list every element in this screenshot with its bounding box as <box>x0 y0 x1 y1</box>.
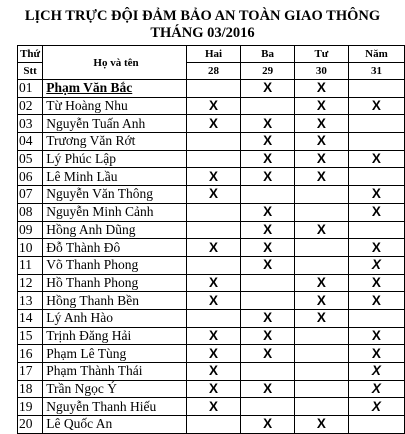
duty-mark: X <box>241 221 295 239</box>
duty-mark: X <box>186 274 240 292</box>
duty-mark: X <box>294 97 348 115</box>
duty-mark <box>294 345 348 363</box>
row-number: 08 <box>18 203 43 221</box>
weekday-header: Tư <box>294 46 348 63</box>
table-row <box>18 168 405 186</box>
member-name: Lý Phúc Lập <box>43 150 187 168</box>
duty-mark <box>294 327 348 345</box>
member-name: Lê Quốc An <box>43 416 187 434</box>
duty-mark: X <box>241 150 295 168</box>
duty-mark: X <box>241 327 295 345</box>
member-name: Đỗ Thành Đô <box>43 239 187 257</box>
row-number: 01 <box>18 80 43 98</box>
duty-mark: X <box>294 133 348 151</box>
member-name: Từ Hoàng Nhu <box>43 97 187 115</box>
duty-mark: X <box>241 115 295 133</box>
duty-mark <box>294 256 348 274</box>
duty-mark <box>186 416 240 434</box>
member-name: Lê Minh Lầu <box>43 168 187 186</box>
member-name: Nguyễn Tuấn Anh <box>43 115 187 133</box>
duty-mark: X <box>241 256 295 274</box>
member-name: Trương Văn Rớt <box>43 133 187 151</box>
date-header: 28 <box>186 63 240 80</box>
member-name: Hồ Thanh Phong <box>43 274 187 292</box>
duty-mark: X <box>241 380 295 398</box>
duty-mark <box>241 97 295 115</box>
duty-mark: X <box>294 150 348 168</box>
member-name: Nguyễn Minh Cảnh <box>43 203 187 221</box>
table-row <box>18 327 405 345</box>
weekday-header: Ba <box>241 46 295 63</box>
member-name: Võ Thanh Phong <box>43 256 187 274</box>
duty-mark <box>294 363 348 381</box>
table-row <box>18 398 405 416</box>
member-name: Phạm Thành Thái <box>43 363 187 381</box>
duty-mark: X <box>348 186 404 204</box>
duty-mark <box>294 398 348 416</box>
name-header: Họ và tên <box>43 46 187 80</box>
row-number: 12 <box>18 274 43 292</box>
table-row <box>18 133 405 151</box>
duty-mark: X <box>348 256 404 274</box>
duty-mark <box>294 203 348 221</box>
duty-mark <box>186 133 240 151</box>
duty-mark: X <box>348 150 404 168</box>
date-header: 31 <box>348 63 404 80</box>
stt-header-top: Thứ <box>18 46 43 63</box>
duty-mark: X <box>348 97 404 115</box>
table-row <box>18 203 405 221</box>
duty-mark <box>186 150 240 168</box>
duty-mark <box>241 292 295 310</box>
weekday-header: Năm <box>348 46 404 63</box>
duty-mark <box>348 80 404 98</box>
duty-mark: X <box>241 168 295 186</box>
duty-mark: X <box>348 398 404 416</box>
duty-mark <box>348 115 404 133</box>
duty-mark: X <box>348 292 404 310</box>
duty-mark: X <box>241 416 295 434</box>
row-number: 07 <box>18 186 43 204</box>
duty-mark: X <box>294 274 348 292</box>
weekday-header: Hai <box>186 46 240 63</box>
duty-mark: X <box>241 203 295 221</box>
duty-mark: X <box>186 363 240 381</box>
duty-mark: X <box>241 345 295 363</box>
member-name: Nguyễn Văn Thông <box>43 186 187 204</box>
duty-mark: X <box>241 309 295 327</box>
table-row <box>18 363 405 381</box>
duty-mark <box>348 309 404 327</box>
row-number: 17 <box>18 363 43 381</box>
table-row <box>18 97 405 115</box>
duty-mark <box>186 256 240 274</box>
duty-mark: X <box>294 292 348 310</box>
duty-mark: X <box>348 239 404 257</box>
table-row <box>18 345 405 363</box>
table-row <box>18 150 405 168</box>
duty-mark <box>294 239 348 257</box>
member-name: Trần Ngọc Ý <box>43 380 187 398</box>
date-header: 30 <box>294 63 348 80</box>
duty-mark: X <box>241 133 295 151</box>
duty-mark: X <box>294 221 348 239</box>
table-row <box>18 416 405 434</box>
duty-mark <box>241 186 295 204</box>
row-number: 03 <box>18 115 43 133</box>
table-row <box>18 221 405 239</box>
table-row <box>18 115 405 133</box>
table-row <box>18 292 405 310</box>
member-name: Lý Anh Hào <box>43 309 187 327</box>
duty-mark: X <box>294 416 348 434</box>
duty-mark <box>241 398 295 416</box>
duty-mark: X <box>241 239 295 257</box>
row-number: 06 <box>18 168 43 186</box>
table-row <box>18 239 405 257</box>
duty-mark: X <box>348 345 404 363</box>
row-number: 09 <box>18 221 43 239</box>
duty-mark <box>241 274 295 292</box>
duty-mark: X <box>348 380 404 398</box>
row-number: 16 <box>18 345 43 363</box>
duty-mark: X <box>294 168 348 186</box>
schedule-rows <box>18 80 405 434</box>
page-title: LỊCH TRỰC ĐỘI ĐẢM BẢO AN TOÀN GIAO THÔNG <box>24 8 381 24</box>
duty-mark: X <box>186 115 240 133</box>
duty-mark <box>241 363 295 381</box>
member-name: Phạm Lê Tùng <box>43 345 187 363</box>
table-row <box>18 256 405 274</box>
duty-mark: X <box>348 363 404 381</box>
duty-mark <box>348 221 404 239</box>
member-name: Hồng Anh Dũng <box>43 221 187 239</box>
row-number: 04 <box>18 133 43 151</box>
duty-mark: X <box>294 309 348 327</box>
row-number: 02 <box>18 97 43 115</box>
row-number: 11 <box>18 256 43 274</box>
duty-mark <box>348 416 404 434</box>
duty-mark: X <box>348 327 404 345</box>
duty-mark: X <box>294 115 348 133</box>
member-name: Hồng Thanh Bền <box>43 292 187 310</box>
row-number: 15 <box>18 327 43 345</box>
duty-mark: X <box>186 398 240 416</box>
duty-mark <box>294 186 348 204</box>
table-row <box>18 186 405 204</box>
member-name: Phạm Văn Bắc <box>43 80 187 98</box>
page-subtitle: THÁNG 03/2016 <box>150 25 255 41</box>
duty-mark: X <box>186 186 240 204</box>
stt-header-bottom: Stt <box>18 63 43 80</box>
row-number: 19 <box>18 398 43 416</box>
member-name: Nguyễn Thanh Hiếu <box>43 398 187 416</box>
duty-mark: X <box>186 345 240 363</box>
duty-mark <box>186 309 240 327</box>
duty-mark: X <box>348 203 404 221</box>
duty-mark: X <box>186 168 240 186</box>
duty-mark <box>186 221 240 239</box>
member-name: Trịnh Đăng Hải <box>43 327 187 345</box>
duty-mark: X <box>241 80 295 98</box>
duty-mark: X <box>348 274 404 292</box>
duty-mark: X <box>186 239 240 257</box>
date-header: 29 <box>241 63 295 80</box>
duty-mark <box>186 203 240 221</box>
row-number: 18 <box>18 380 43 398</box>
table-row <box>18 274 405 292</box>
row-number: 14 <box>18 309 43 327</box>
row-number: 05 <box>18 150 43 168</box>
duty-mark: X <box>186 292 240 310</box>
duty-mark <box>348 168 404 186</box>
duty-mark: X <box>294 80 348 98</box>
duty-schedule-table <box>17 45 405 434</box>
duty-mark <box>186 80 240 98</box>
duty-mark <box>294 380 348 398</box>
duty-mark: X <box>186 97 240 115</box>
duty-mark: X <box>186 380 240 398</box>
row-number: 10 <box>18 239 43 257</box>
row-number: 20 <box>18 416 43 434</box>
duty-mark: X <box>186 327 240 345</box>
header-row-weekdays <box>18 46 405 63</box>
table-row <box>18 309 405 327</box>
table-row <box>18 380 405 398</box>
table-row <box>18 80 405 98</box>
row-number: 13 <box>18 292 43 310</box>
duty-mark <box>348 133 404 151</box>
